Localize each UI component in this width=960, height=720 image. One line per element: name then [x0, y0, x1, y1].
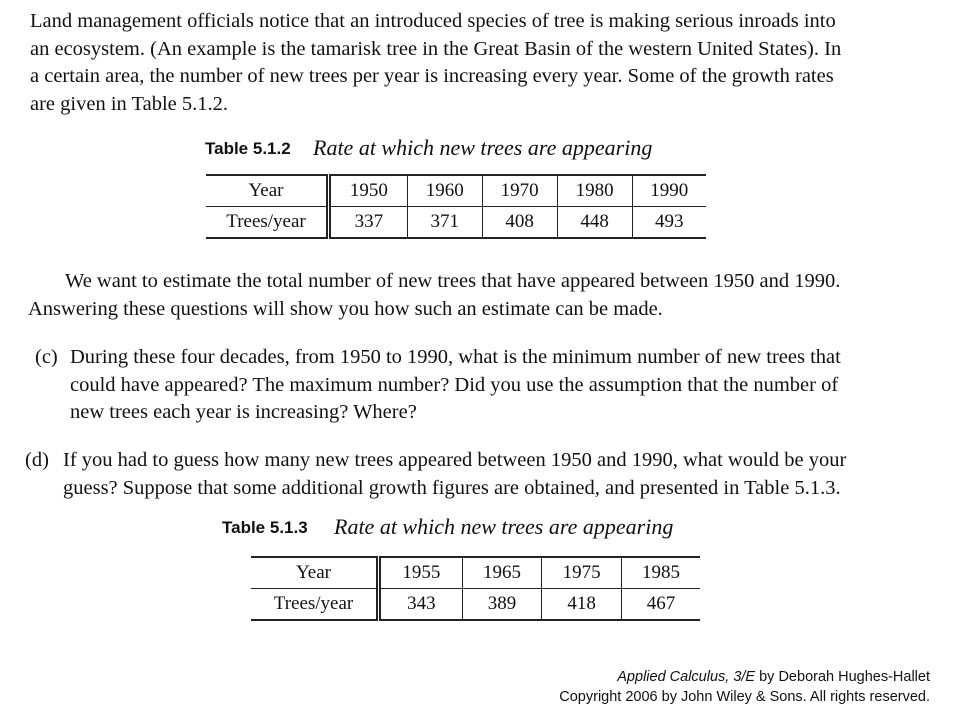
question-line: During these four decades, from 1950 to 1990, what is the minimum number of new trees that [70, 346, 841, 368]
year-cell: 1980 [557, 175, 632, 207]
table-row-trees [206, 207, 706, 239]
author-text: by Deborah Hughes-Hallet [755, 669, 930, 685]
copyright-footer [559, 667, 930, 707]
value-cell: 448 [557, 207, 632, 239]
intro-line: a certain area, the number of new trees per year is increasing every year. Some of the growth rates [30, 65, 834, 87]
question-line: If you had to guess how many new trees appeared between 1950 and 1990, what would be your [63, 449, 847, 471]
intro-line: an ecosystem. (An example is the tamarisk tree in the Great Basin of the western United States). In [30, 37, 842, 60]
year-cell: 1955 [379, 557, 463, 589]
table-id: Table 5.1.2 [205, 139, 291, 158]
value-cell: 343 [379, 589, 463, 621]
question-text [70, 344, 841, 427]
year-cell: 1970 [482, 175, 557, 207]
question-label: (c) [35, 346, 58, 368]
value-cell: 371 [407, 207, 482, 239]
copyright-text: Copyright 2006 by John Wiley & Sons. All rights reserved. [559, 689, 930, 705]
table-row-year [206, 175, 706, 207]
value-cell: 493 [632, 207, 706, 239]
table-title: Rate at which new trees are appearing [334, 514, 674, 539]
year-cell: 1975 [542, 557, 622, 589]
question-text [63, 447, 846, 502]
year-cell: 1960 [407, 175, 482, 207]
estimate-line: We want to estimate the total number of new trees that have appeared between 1950 and 1990. [65, 270, 841, 292]
book-title: Applied Calculus, 3/E [617, 669, 756, 685]
question-label: (d) [25, 449, 49, 471]
year-cell: 1965 [462, 557, 542, 589]
book-credit [559, 667, 930, 687]
row-header-trees: Trees/year [251, 589, 379, 621]
intro-paragraph [30, 8, 935, 118]
row-header-year: Year [206, 175, 329, 207]
value-cell: 408 [482, 207, 557, 239]
question-line: guess? Suppose that some additional growth figures are obtained, and presented in Table 5.1.3. [63, 476, 841, 499]
table-row-year [251, 557, 700, 589]
intro-line: Land management officials notice that an introduced species of tree is making serious inroads into [30, 10, 836, 32]
value-cell: 467 [621, 589, 700, 621]
growth-table-5-1-2 [206, 174, 706, 239]
question-line: could have appeared? The maximum number? Did you use the assumption that the number of [70, 373, 839, 396]
table-title: Rate at which new trees are appearing [313, 135, 653, 160]
year-cell: 1990 [632, 175, 706, 207]
intro-line: are given in Table 5.1.2. [30, 92, 229, 115]
estimate-line: Answering these questions will show you how such an estimate can be made. [28, 297, 663, 320]
year-cell: 1985 [621, 557, 700, 589]
question-line: new trees each year is increasing? Where? [70, 401, 417, 423]
row-header-year: Year [251, 557, 379, 589]
row-header-trees: Trees/year [206, 207, 329, 239]
value-cell: 418 [542, 589, 622, 621]
value-cell: 389 [462, 589, 542, 621]
year-cell: 1950 [329, 175, 408, 207]
growth-table-5-1-3 [251, 556, 700, 621]
estimate-paragraph [28, 268, 933, 323]
table-row-trees [251, 589, 700, 621]
value-cell: 337 [329, 207, 408, 239]
table-id: Table 5.1.3 [222, 518, 308, 537]
